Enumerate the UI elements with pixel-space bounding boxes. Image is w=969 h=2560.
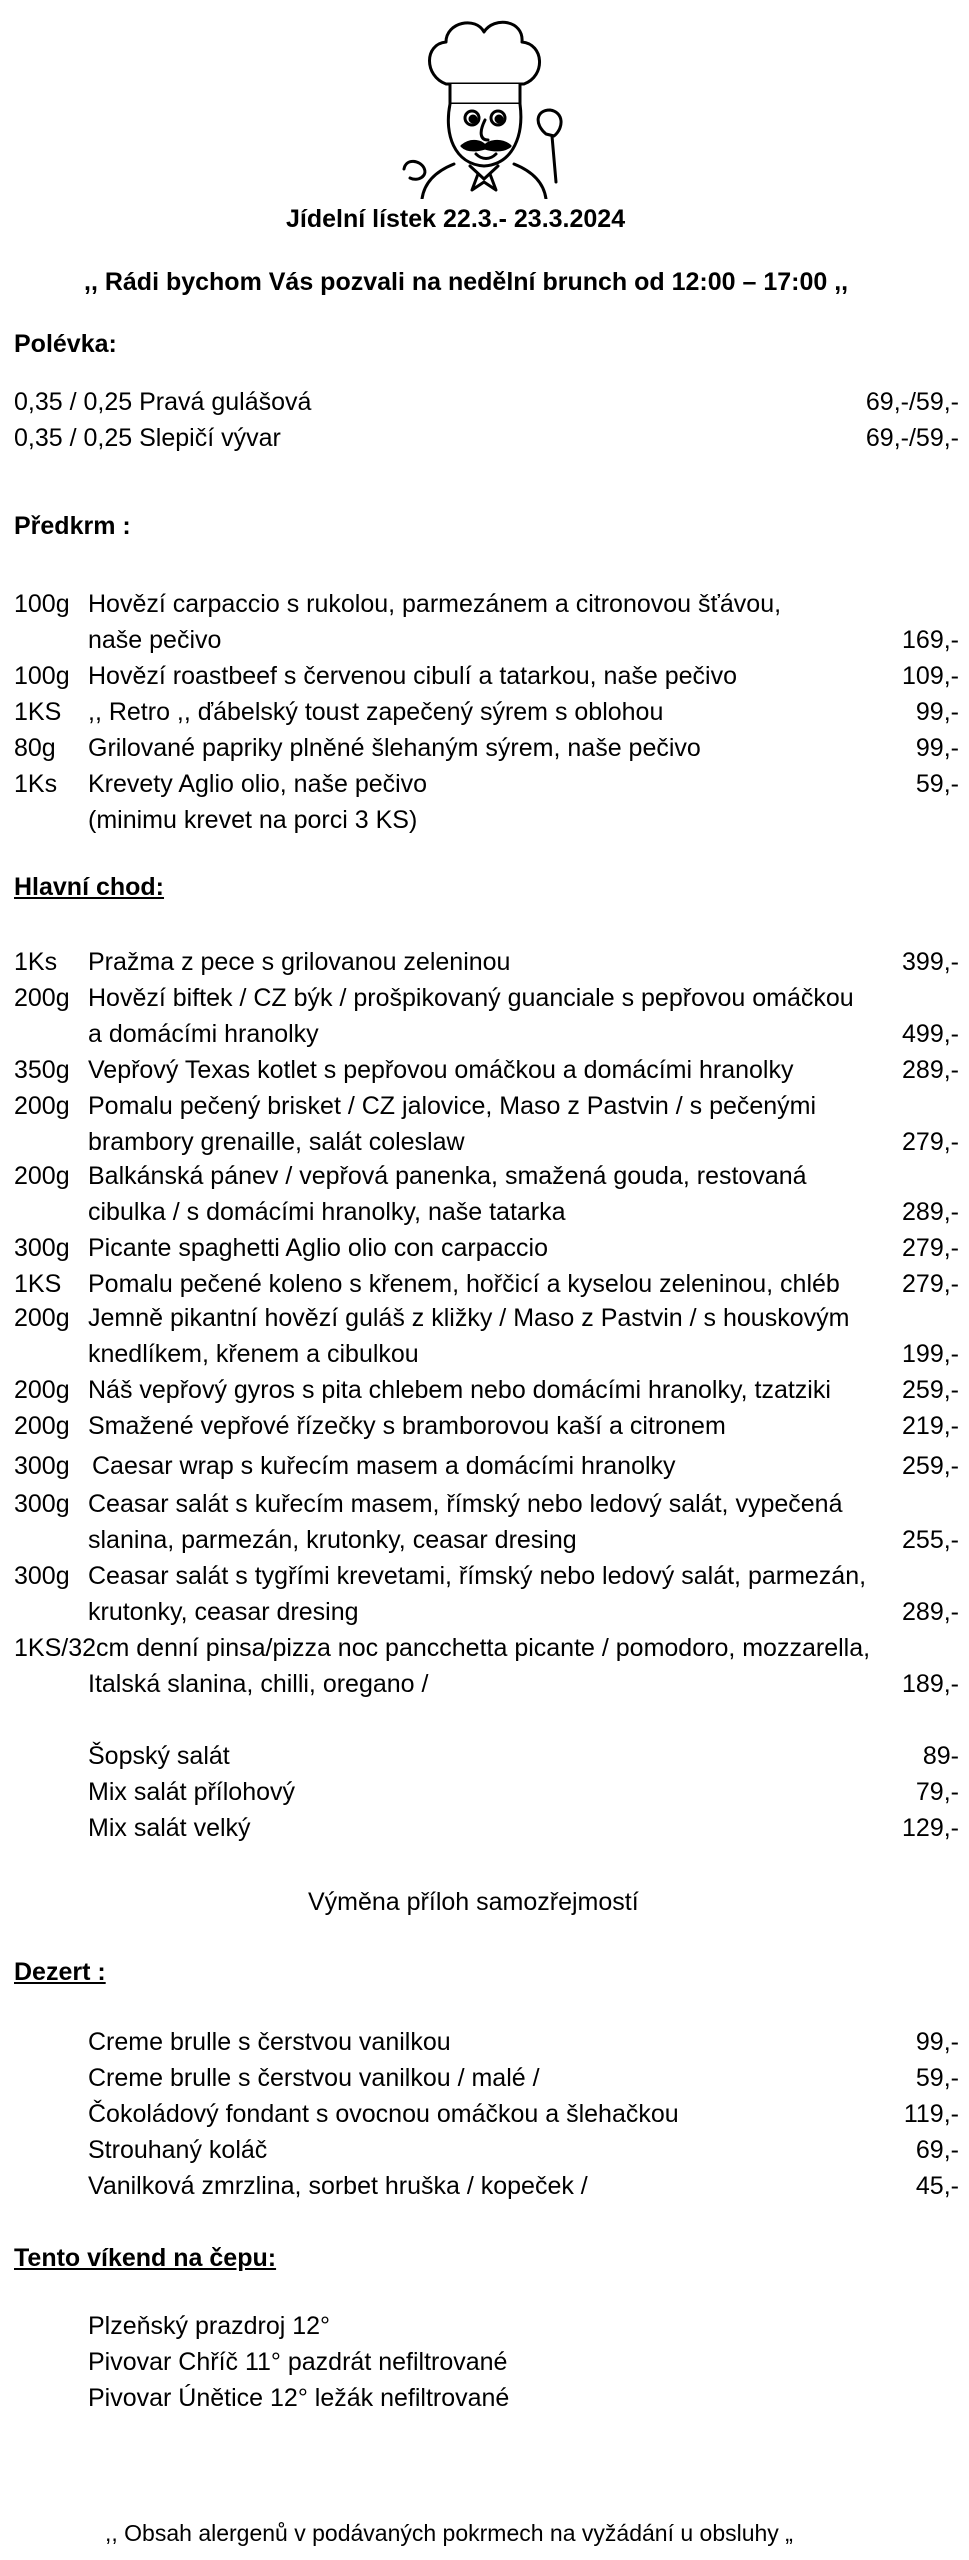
menu-item	[0, 662, 969, 696]
item-quantity: 350g	[14, 1056, 70, 1084]
item-name: Pražma z pece s grilovanou zeleninou	[88, 948, 511, 976]
menu-item	[0, 1598, 969, 1632]
item-name: Vanilková zmrzlina, sorbet hruška / kopeček /	[88, 2172, 588, 2200]
item-name: Čokoládový fondant s ovocnou omáčkou a šlehačkou	[88, 2100, 679, 2128]
item-quantity: 300g	[14, 1490, 70, 1518]
item-name: Ceasar salát s kuřecím masem, římský nebo ledový salát, vypečená	[88, 1490, 843, 1518]
side-dish-note: Výměna příloh samozřejmostí	[308, 1888, 639, 1916]
item-quantity: 1Ks	[14, 948, 58, 976]
menu-item	[0, 1162, 969, 1196]
menu-item	[0, 1412, 969, 1446]
menu-item	[0, 1490, 969, 1524]
item-quantity: 80g	[14, 734, 56, 762]
menu-item	[0, 984, 969, 1018]
item-price: 99,-	[915, 698, 959, 726]
item-quantity: 200g	[14, 1412, 70, 1440]
menu-item	[0, 1092, 969, 1126]
menu-title: Jídelní lístek 22.3.- 23.3.2024	[286, 205, 626, 233]
item-price: 89-	[922, 1742, 959, 1770]
beer-item: Pivovar Chříč 11° pazdrát nefiltrované	[88, 2348, 508, 2376]
heading-text: Předkrm :	[14, 512, 131, 540]
item-price: 279,-	[902, 1270, 959, 1298]
item-price: 199,-	[902, 1340, 959, 1368]
item-name: slanina, parmezán, krutonky, ceasar dresing	[88, 1526, 577, 1554]
beer-item: Plzeňský prazdroj 12°	[88, 2312, 331, 2340]
menu-item	[0, 424, 969, 458]
menu-item	[0, 1340, 969, 1374]
item-price: 129,-	[902, 1814, 959, 1842]
item-quantity: 200g	[14, 1376, 70, 1404]
item-name: Strouhaný koláč	[88, 2136, 268, 2164]
item-price: 59,-	[915, 2064, 959, 2092]
item-name: ,, Retro ,, ďábelský toust zapečený sýrem s oblohou	[88, 698, 664, 726]
item-quantity: 100g	[14, 590, 70, 618]
menu-item	[0, 1304, 969, 1338]
item-quantity: 1Ks	[14, 770, 58, 798]
item-name: Picante spaghetti Aglio olio con carpaccio	[88, 1234, 549, 1262]
item-price: 279,-	[902, 1128, 959, 1156]
menu-item	[0, 1670, 969, 1704]
menu-item	[0, 1128, 969, 1162]
menu-item	[0, 1056, 969, 1090]
beer-item: Pivovar Únětice 12° ležák nefiltrované	[88, 2384, 510, 2412]
item-name: Creme brulle s čerstvou vanilkou / malé /	[88, 2064, 540, 2092]
brunch-invitation: ,, Rádi bychom Vás pozvali na nedělní brunch od 12:00 – 17:00 ,,	[84, 268, 849, 296]
dessert-item	[0, 2064, 969, 2098]
item-price: 119,-	[903, 2100, 959, 2128]
menu-item	[0, 388, 969, 422]
item-price: 69,-/59,-	[865, 388, 959, 416]
item-quantity: 300g	[14, 1562, 70, 1590]
allergen-note: ,, Obsah alergenů v podávaných pokrmech na vyžádání u obsluhy „	[105, 2520, 793, 2546]
item-name: a domácími hranolky	[88, 1020, 319, 1048]
item-price: 189,-	[902, 1670, 959, 1698]
item-quantity: 200g	[14, 1092, 70, 1120]
item-name: Hovězí roastbeef s červenou cibulí a tatarkou, naše pečivo	[88, 662, 737, 690]
menu-item	[0, 1234, 969, 1268]
item-name: brambory grenaille, salát coleslaw	[88, 1128, 465, 1156]
item-name: Náš vepřový gyros s pita chlebem nebo domácími hranolky, tzatziki	[88, 1376, 831, 1404]
item-name: 0,35 / 0,25 Slepičí vývar	[14, 424, 281, 452]
item-price: 279,-	[902, 1234, 959, 1262]
menu-item	[0, 1020, 969, 1054]
item-name: naše pečivo	[88, 626, 222, 654]
menu-item	[0, 1562, 969, 1596]
item-quantity: 1KS	[14, 1270, 62, 1298]
item-name: Hovězí carpaccio s rukolou, parmezánem a citronovou šťávou,	[88, 590, 782, 618]
item-price: 45,-	[915, 2172, 959, 2200]
item-name: Ceasar salát s tygřími krevetami, římský nebo ledový salát, parmezán,	[88, 1562, 867, 1590]
salad-item	[0, 1814, 969, 1848]
salad-item	[0, 1778, 969, 1812]
chef-illustration	[384, 14, 584, 199]
menu-item	[0, 1634, 969, 1668]
item-price: 59,-	[915, 770, 959, 798]
item-name: Vepřový Texas kotlet s pepřovou omáčkou a domácími hranolky	[88, 1056, 794, 1084]
section-heading-predkrm	[14, 512, 131, 541]
menu-item	[0, 698, 969, 732]
item-price: 259,-	[902, 1376, 959, 1404]
item-name: (minimu krevet na porci 3 KS)	[88, 806, 418, 834]
item-name: Smažené vepřové řízečky s bramborovou kaší a citronem	[88, 1412, 726, 1440]
menu-item	[0, 1376, 969, 1410]
menu-item	[0, 1270, 969, 1304]
section-heading-cep: Tento víkend na čepu:	[14, 2244, 277, 2272]
item-quantity: 1KS/32cm denní pinsa/pizza noc pancchetta picante / pomodoro, mozzarella,	[14, 1634, 871, 1662]
item-price: 69,-/59,-	[865, 424, 959, 452]
item-price: 99,-	[915, 734, 959, 762]
item-quantity: 200g	[14, 984, 70, 1012]
item-quantity: 300g	[14, 1452, 70, 1480]
item-price: 259,-	[902, 1452, 959, 1480]
section-heading-polevka: Polévka:	[14, 330, 117, 358]
menu-item	[0, 626, 969, 660]
menu-item	[0, 948, 969, 982]
section-heading-dezert: Dezert :	[14, 1958, 106, 1986]
item-name: Grilované papriky plněné šlehaným sýrem, naše pečivo	[88, 734, 701, 762]
dessert-item	[0, 2028, 969, 2062]
item-name: cibulka / s domácími hranolky, naše tatarka	[88, 1198, 566, 1226]
item-name: Pomalu pečené koleno s křenem, hořčicí a kyselou zeleninou, chléb	[88, 1270, 840, 1298]
item-name: Mix salát velký	[88, 1814, 251, 1842]
item-name: Mix salát přílohový	[88, 1778, 296, 1806]
item-quantity: 100g	[14, 662, 70, 690]
item-quantity: 1KS	[14, 698, 62, 726]
item-price: 69,-	[915, 2136, 959, 2164]
item-name: Šopský salát	[88, 1742, 230, 1770]
menu-item	[0, 1526, 969, 1560]
item-name: krutonky, ceasar dresing	[88, 1598, 359, 1626]
menu-item	[0, 1198, 969, 1232]
item-name: Hovězí biftek / CZ býk / prošpikovaný guanciale s pepřovou omáčkou	[88, 984, 854, 1012]
item-name: Jemně pikantní hovězí guláš z kližky / Maso z Pastvin / s houskovým	[88, 1304, 850, 1332]
item-name: Caesar wrap s kuřecím masem a domácími hranolky	[92, 1452, 676, 1480]
item-name: Creme brulle s čerstvou vanilkou	[88, 2028, 451, 2056]
menu-item	[0, 1452, 969, 1486]
menu-item	[0, 806, 969, 840]
item-price: 99,-	[915, 2028, 959, 2056]
item-name: Italská slanina, chilli, oregano /	[88, 1670, 429, 1698]
item-price: 289,-	[902, 1598, 959, 1626]
menu-item	[0, 590, 969, 624]
section-heading-hlavni: Hlavní chod:	[14, 873, 165, 901]
menu-item	[0, 734, 969, 768]
salad-item	[0, 1742, 969, 1776]
item-price: 499,-	[902, 1020, 959, 1048]
item-name: 0,35 / 0,25 Pravá gulášová	[14, 388, 312, 416]
item-price: 255,-	[902, 1526, 959, 1554]
item-quantity: 300g	[14, 1234, 70, 1262]
item-price: 289,-	[902, 1056, 959, 1084]
dessert-item	[0, 2172, 969, 2206]
item-price: 399,-	[902, 948, 959, 976]
item-name: knedlíkem, křenem a cibulkou	[88, 1340, 419, 1368]
dessert-item	[0, 2100, 969, 2134]
item-price: 169,-	[902, 626, 959, 654]
item-price: 219,-	[902, 1412, 959, 1440]
item-price: 289,-	[902, 1198, 959, 1226]
menu-item	[0, 770, 969, 804]
item-name: Pomalu pečený brisket / CZ jalovice, Maso z Pastvin / s pečenými	[88, 1092, 817, 1120]
item-quantity: 200g	[14, 1304, 70, 1332]
item-quantity: 200g	[14, 1162, 70, 1190]
dessert-item	[0, 2136, 969, 2170]
item-name: Balkánská pánev / vepřová panenka, smažená gouda, restovaná	[88, 1162, 807, 1190]
item-name: Krevety Aglio olio, naše pečivo	[88, 770, 428, 798]
item-price: 109,-	[902, 662, 959, 690]
item-price: 79,-	[915, 1778, 959, 1806]
